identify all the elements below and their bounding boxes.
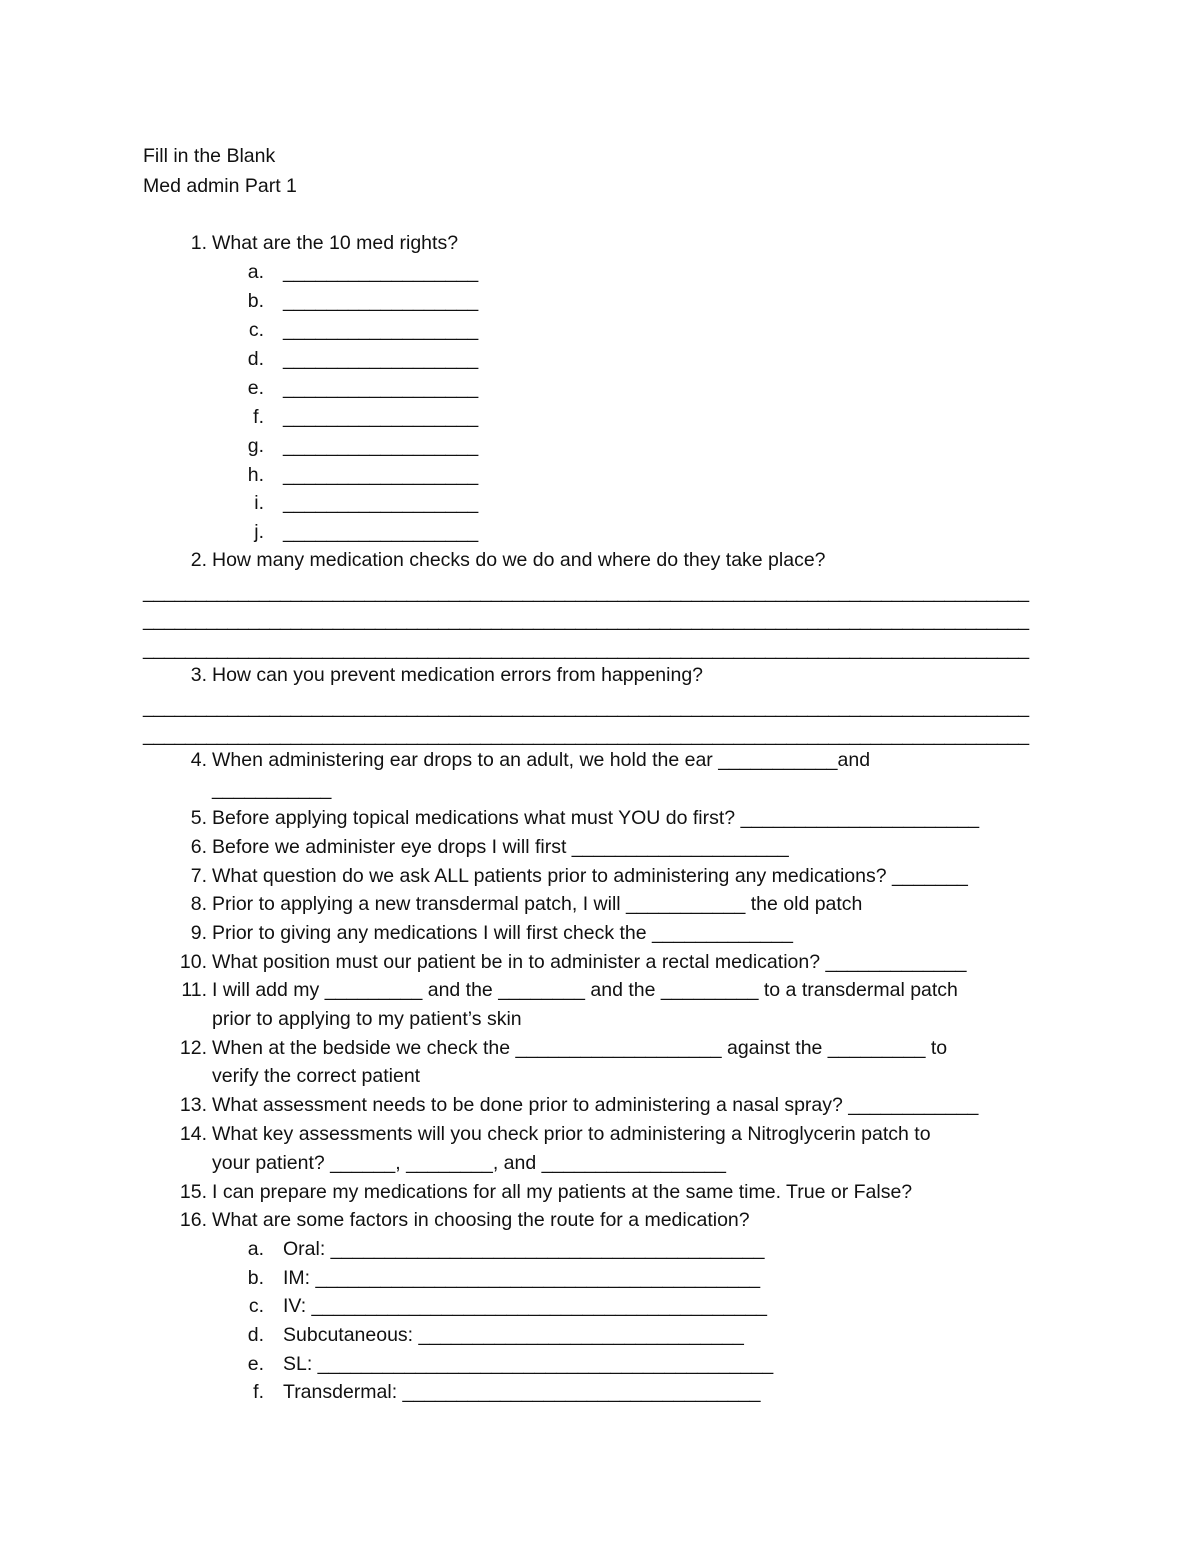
question-text-continued: your patient? ______, ________, and _________________ xyxy=(212,1152,726,1174)
question-number: 2. xyxy=(190,549,207,571)
question-text: I will add my _________ and the ________ and the _________ to a transdermal patch xyxy=(212,979,958,1001)
item-letter: a. xyxy=(247,261,264,283)
answer-blank[interactable]: __________________ xyxy=(283,464,479,486)
item-letter: c. xyxy=(248,1295,264,1317)
answer-blank[interactable]: __________________ xyxy=(283,406,479,428)
question-text: I can prepare my medications for all my patients at the same time. True or False? xyxy=(212,1181,913,1203)
answer-blank[interactable]: __________________ xyxy=(283,521,479,543)
route-answer[interactable]: Oral: ________________________________________ xyxy=(283,1238,765,1260)
question-text: What are the 10 med rights? xyxy=(212,232,459,254)
item-letter: b. xyxy=(247,290,264,312)
item-letter: c. xyxy=(248,319,264,341)
question-number: 15. xyxy=(179,1181,207,1203)
question-text: When administering ear drops to an adult, we hold the ear ___________and xyxy=(212,749,871,771)
question-number: 6. xyxy=(190,836,207,858)
answer-line[interactable]: ____________________________________________________________________________________ xyxy=(143,696,1029,718)
route-answer[interactable]: SL: __________________________________________ xyxy=(283,1353,774,1375)
question-number: 12. xyxy=(179,1037,207,1059)
item-letter: d. xyxy=(247,1324,264,1346)
item-letter: g. xyxy=(247,435,264,457)
worksheet-title: Fill in the Blank xyxy=(143,145,276,167)
answer-blank[interactable]: __________________ xyxy=(283,377,479,399)
item-letter: e. xyxy=(247,1353,264,1375)
question-text: What position must our patient be in to administer a rectal medication? _____________ xyxy=(212,951,967,973)
question-text: How many medication checks do we do and where do they take place? xyxy=(212,549,826,571)
answer-blank[interactable]: __________________ xyxy=(283,261,479,283)
answer-blank[interactable]: __________________ xyxy=(283,319,479,341)
question-text: What key assessments will you check prior to administering a Nitroglycerin patch to xyxy=(212,1123,931,1145)
answer-blank[interactable]: __________________ xyxy=(283,492,479,514)
question-text: What question do we ask ALL patients prior to administering any medications? _______ xyxy=(212,865,968,887)
route-answer[interactable]: Transdermal: _________________________________ xyxy=(283,1381,761,1403)
question-number: 4. xyxy=(190,749,207,771)
route-answer[interactable]: Subcutaneous: ______________________________ xyxy=(283,1324,744,1346)
question-number: 5. xyxy=(190,807,207,829)
item-letter: b. xyxy=(247,1267,264,1289)
item-letter: i. xyxy=(254,492,264,514)
worksheet-subtitle: Med admin Part 1 xyxy=(143,175,297,197)
answer-blank[interactable]: __________________ xyxy=(283,348,479,370)
question-text: What are some factors in choosing the route for a medication? xyxy=(212,1209,750,1231)
question-text-continued: ___________ xyxy=(212,778,332,800)
question-number: 14. xyxy=(179,1123,207,1145)
answer-line[interactable]: ____________________________________________________________________________________ xyxy=(143,581,1029,603)
question-number: 11. xyxy=(181,979,207,1001)
question-text-continued: prior to applying to my patient’s skin xyxy=(212,1008,522,1030)
item-letter: f. xyxy=(253,1381,264,1403)
answer-blank[interactable]: __________________ xyxy=(283,435,479,457)
question-number: 10. xyxy=(179,951,207,973)
item-letter: j. xyxy=(254,521,264,543)
question-text-continued: verify the correct patient xyxy=(212,1065,421,1087)
question-number: 9. xyxy=(190,922,207,944)
item-letter: a. xyxy=(247,1238,264,1260)
question-number: 7. xyxy=(190,865,207,887)
answer-line[interactable]: ____________________________________________________________________________________ xyxy=(143,609,1029,631)
question-number: 8. xyxy=(190,893,207,915)
question-number: 1. xyxy=(190,232,207,254)
question-text: How can you prevent medication errors from happening? xyxy=(212,664,704,686)
route-answer[interactable]: IM: _________________________________________ xyxy=(283,1267,761,1289)
item-letter: f. xyxy=(253,406,264,428)
answer-blank[interactable]: __________________ xyxy=(283,290,479,312)
item-letter: e. xyxy=(247,377,264,399)
question-number: 3. xyxy=(190,664,207,686)
item-letter: h. xyxy=(247,464,264,486)
route-answer[interactable]: IV: __________________________________________ xyxy=(283,1295,768,1317)
answer-line[interactable]: ____________________________________________________________________________________ xyxy=(143,724,1029,746)
answer-line[interactable]: ____________________________________________________________________________________ xyxy=(143,638,1029,660)
question-text: Before applying topical medications what must YOU do first? ______________________ xyxy=(212,807,980,829)
question-text: Prior to applying a new transdermal patch, I will ___________ the old patch xyxy=(212,893,863,915)
question-text: Prior to giving any medications I will first check the _____________ xyxy=(212,922,793,944)
question-text: When at the bedside we check the ___________________ against the _________ to xyxy=(212,1037,948,1059)
question-text: What assessment needs to be done prior to administering a nasal spray? ____________ xyxy=(212,1094,979,1116)
item-letter: d. xyxy=(247,348,264,370)
question-number: 13. xyxy=(179,1094,207,1116)
question-number: 16. xyxy=(179,1209,207,1231)
question-text: Before we administer eye drops I will first ____________________ xyxy=(212,836,789,858)
